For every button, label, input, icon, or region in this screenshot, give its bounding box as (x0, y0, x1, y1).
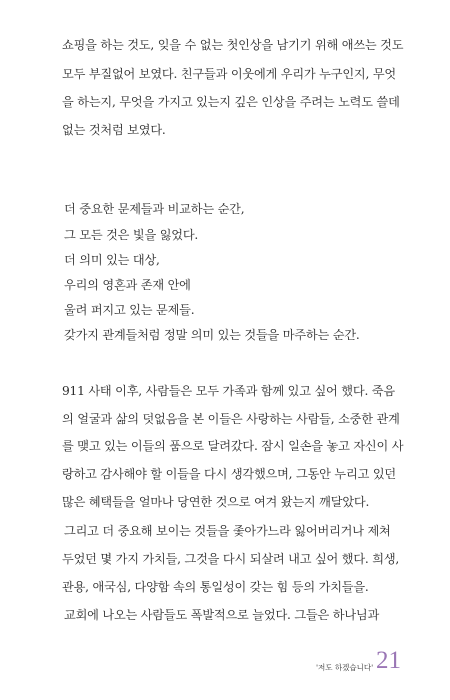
body-text-line: 랑하고 감사해야 할 이들을 다시 생각했으며, 그동안 누리고 있던 (62, 467, 396, 481)
body-text-line: 그리고 더 중요해 보이는 것들을 좇아가느라 잃어버리거나 제쳐 (64, 524, 391, 538)
quote-line: 우리의 영혼과 존재 안에 (64, 278, 191, 292)
body-text-line: 모두 부질없어 보였다. 친구들과 이웃에게 우리가 누구인지, 무엇 (62, 67, 396, 81)
body-text-line: 많은 혜택들을 얼마나 당연한 것으로 여겨 왔는지 깨달았다. (62, 495, 370, 509)
body-text-line: 없는 것처럼 보였다. (62, 123, 166, 137)
quote-line: 더 의미 있는 대상, (64, 253, 160, 267)
body-text-line: 의 얼굴과 삶의 덧없음을 본 이들은 사랑하는 사람들, 소중한 관계 (62, 412, 400, 426)
body-text-line: 911 사태 이후, 사람들은 모두 가족과 함께 있고 싶어 했다. 죽음 (62, 384, 395, 398)
body-text-line: 을 하는지, 무엇을 가지고 있는지 깊은 인상을 주려는 노력도 쓸데 (62, 95, 400, 109)
page-number: 21 (376, 647, 401, 674)
running-footer-title: '저도 하겠습니다' (316, 663, 374, 672)
quote-line: 그 모든 것은 빛을 잃었다. (64, 228, 199, 242)
body-text-line: 관용, 애국심, 다양함 속의 통일성이 갖는 힘 등의 가치들을. (62, 580, 369, 594)
body-text-line: 두었던 몇 가지 가치들, 그것을 다시 되살려 내고 싶어 했다. 희생, (62, 552, 400, 566)
body-text-line: 를 맺고 있는 이들의 품으로 달려갔다. 잠시 일손을 놓고 자신이 사 (62, 439, 404, 453)
quote-line: 울려 퍼지고 있는 문제들. (64, 303, 195, 317)
body-text-line: 쇼핑을 하는 것도, 잊을 수 없는 첫인상을 남기기 위해 애쓰는 것도 (62, 38, 404, 52)
quote-line: 갖가지 관계들처럼 정말 의미 있는 것들을 마주하는 순간. (64, 328, 360, 342)
body-text-line: 교회에 나오는 사람들도 폭발적으로 늘었다. 그들은 하나님과 (64, 608, 380, 622)
quote-line: 더 중요한 문제들과 비교하는 순간, (64, 202, 245, 216)
